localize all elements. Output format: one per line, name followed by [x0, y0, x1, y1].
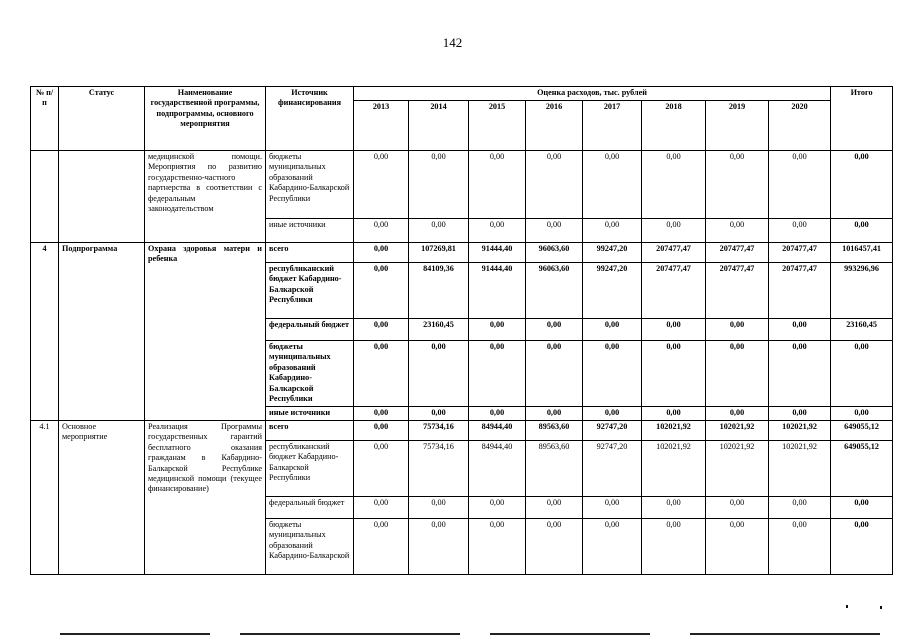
row-num [31, 151, 59, 243]
cell-total: 649055,12 [831, 441, 893, 497]
row-source: федеральный бюджет [266, 497, 354, 519]
row-name: медицинской помощи. Мероприятия по развитию государственно-частного партнерства в соответствии с федеральным законодательством [145, 151, 266, 243]
cell-total: 0,00 [831, 407, 893, 421]
cell-value: 207477,47 [642, 243, 706, 263]
cell-value: 0,00 [526, 519, 583, 575]
cell-value: 0,00 [583, 341, 642, 407]
cell-value: 0,00 [469, 319, 526, 341]
cell-value: 0,00 [409, 151, 469, 219]
cell-value: 207477,47 [706, 243, 769, 263]
cell-total: 993296,96 [831, 263, 893, 319]
cell-value: 0,00 [354, 421, 409, 441]
cell-value: 0,00 [469, 407, 526, 421]
row-name: Реализация Программы государственных гарантий бесплатного оказания гражданам в Кабардино-Балкарской Республике медицинской помощи (текущее финансирование) [145, 421, 266, 575]
cell-value: 0,00 [409, 407, 469, 421]
cell-value: 0,00 [642, 407, 706, 421]
scan-artifact-line [690, 633, 880, 635]
row-source: бюджеты муниципальных образований Кабардино-Балкарской [266, 519, 354, 575]
cell-value: 91444,40 [469, 243, 526, 263]
cell-value: 0,00 [354, 243, 409, 263]
cell-value: 0,00 [354, 441, 409, 497]
cell-total: 649055,12 [831, 421, 893, 441]
table-row [31, 243, 893, 263]
header-source: Источник финансирования [266, 87, 354, 151]
header-status: Статус [59, 87, 145, 151]
header-year: 2018 [642, 101, 706, 151]
cell-value: 0,00 [354, 263, 409, 319]
cell-value: 0,00 [526, 341, 583, 407]
row-source: всего [266, 421, 354, 441]
scan-artifact-line [60, 633, 210, 635]
cell-value: 0,00 [354, 497, 409, 519]
cell-value: 96063,60 [526, 243, 583, 263]
cell-value: 102021,92 [769, 441, 831, 497]
cell-total: 0,00 [831, 219, 893, 243]
cell-value: 0,00 [706, 219, 769, 243]
header-year: 2019 [706, 101, 769, 151]
cell-value: 0,00 [354, 407, 409, 421]
cell-value: 0,00 [642, 319, 706, 341]
cell-value: 0,00 [354, 519, 409, 575]
cell-value: 0,00 [642, 151, 706, 219]
cell-value: 0,00 [583, 519, 642, 575]
table-row [31, 421, 893, 441]
cell-value: 0,00 [469, 219, 526, 243]
header-year: 2020 [769, 101, 831, 151]
cell-total: 1016457,41 [831, 243, 893, 263]
header-total: Итого [831, 87, 893, 151]
row-status: Основное мероприятие [59, 421, 145, 575]
cell-value: 0,00 [409, 497, 469, 519]
cell-value: 0,00 [409, 341, 469, 407]
cell-value: 0,00 [642, 497, 706, 519]
cell-value: 207477,47 [769, 263, 831, 319]
cell-total: 0,00 [831, 519, 893, 575]
cell-value: 84944,40 [469, 421, 526, 441]
cell-value: 99247,20 [583, 243, 642, 263]
cell-total: 0,00 [831, 151, 893, 219]
cell-value: 207477,47 [769, 243, 831, 263]
cell-value: 0,00 [769, 341, 831, 407]
cell-value: 0,00 [642, 341, 706, 407]
header-name: Наименование государственной программы, подпрограммы, основного мероприятия [145, 87, 266, 151]
cell-value: 0,00 [354, 151, 409, 219]
row-status: Подпрограмма [59, 243, 145, 421]
cell-value: 0,00 [706, 341, 769, 407]
row-source: иные источники [266, 219, 354, 243]
cell-value: 0,00 [706, 519, 769, 575]
cell-value: 207477,47 [706, 263, 769, 319]
cell-value: 92747,20 [583, 421, 642, 441]
cell-value: 23160,45 [409, 319, 469, 341]
row-source: всего [266, 243, 354, 263]
cell-value: 0,00 [769, 151, 831, 219]
cell-value: 0,00 [642, 219, 706, 243]
cell-value: 0,00 [642, 519, 706, 575]
cell-value: 0,00 [526, 497, 583, 519]
header-year: 2015 [469, 101, 526, 151]
cell-value: 107269,81 [409, 243, 469, 263]
cell-value: 0,00 [583, 497, 642, 519]
row-source: бюджеты муниципальных образований Кабардино-Балкарской Республики [266, 341, 354, 407]
scan-artifact-line [240, 633, 460, 635]
cell-value: 0,00 [409, 219, 469, 243]
table-row [31, 151, 893, 219]
cell-value: 0,00 [354, 319, 409, 341]
cell-value: 84944,40 [469, 441, 526, 497]
cell-total: 0,00 [831, 497, 893, 519]
cell-value: 102021,92 [769, 421, 831, 441]
row-source: бюджеты муниципальных образований Кабардино-Балкарской Республики [266, 151, 354, 219]
cell-value: 0,00 [706, 407, 769, 421]
cell-value: 84109,36 [409, 263, 469, 319]
cell-value: 0,00 [583, 319, 642, 341]
cell-value: 0,00 [706, 497, 769, 519]
page-number: 142 [442, 35, 463, 50]
row-source: иные источники [266, 407, 354, 421]
header-num: № п/п [31, 87, 59, 151]
cell-value: 0,00 [769, 407, 831, 421]
cell-value: 0,00 [769, 319, 831, 341]
cell-value: 0,00 [526, 151, 583, 219]
cell-value: 0,00 [469, 497, 526, 519]
cell-value: 0,00 [706, 151, 769, 219]
cell-value: 0,00 [526, 219, 583, 243]
scan-artifact-line [490, 633, 650, 635]
cell-value: 0,00 [769, 519, 831, 575]
cell-value: 0,00 [526, 407, 583, 421]
cell-value: 0,00 [583, 151, 642, 219]
cell-value: 0,00 [409, 519, 469, 575]
budget-table [30, 86, 893, 575]
header-year: 2014 [409, 101, 469, 151]
cell-value: 0,00 [469, 341, 526, 407]
cell-value: 89563,60 [526, 441, 583, 497]
row-num: 4 [31, 243, 59, 421]
cell-value: 99247,20 [583, 263, 642, 319]
cell-value: 96063,60 [526, 263, 583, 319]
cell-total: 23160,45 [831, 319, 893, 341]
cell-value: 92747,20 [583, 441, 642, 497]
cell-value: 102021,92 [642, 421, 706, 441]
row-source: республиканский бюджет Кабардино-Балкарской Республики [266, 441, 354, 497]
cell-value: 0,00 [583, 407, 642, 421]
cell-value: 0,00 [526, 319, 583, 341]
scan-speck [880, 606, 882, 609]
row-status [59, 151, 145, 243]
row-source: федеральный бюджет [266, 319, 354, 341]
cell-total: 0,00 [831, 341, 893, 407]
cell-value: 75734,16 [409, 441, 469, 497]
header-costs: Оценка расходов, тыс. рублей [354, 87, 831, 101]
row-name: Охрана здоровья матери и ребенка [145, 243, 266, 421]
cell-value: 91444,40 [469, 263, 526, 319]
cell-value: 207477,47 [642, 263, 706, 319]
cell-value: 0,00 [354, 219, 409, 243]
cell-value: 0,00 [469, 519, 526, 575]
cell-value: 89563,60 [526, 421, 583, 441]
header-year: 2016 [526, 101, 583, 151]
scan-speck [846, 605, 848, 608]
cell-value: 102021,92 [706, 421, 769, 441]
cell-value: 102021,92 [642, 441, 706, 497]
cell-value: 0,00 [706, 319, 769, 341]
cell-value: 0,00 [769, 219, 831, 243]
cell-value: 0,00 [354, 341, 409, 407]
cell-value: 75734,16 [409, 421, 469, 441]
cell-value: 102021,92 [706, 441, 769, 497]
cell-value: 0,00 [769, 497, 831, 519]
row-num: 4.1 [31, 421, 59, 575]
header-year: 2017 [583, 101, 642, 151]
row-source: республиканский бюджет Кабардино-Балкарской Республики [266, 263, 354, 319]
cell-value: 0,00 [469, 151, 526, 219]
cell-value: 0,00 [583, 219, 642, 243]
header-year: 2013 [354, 101, 409, 151]
